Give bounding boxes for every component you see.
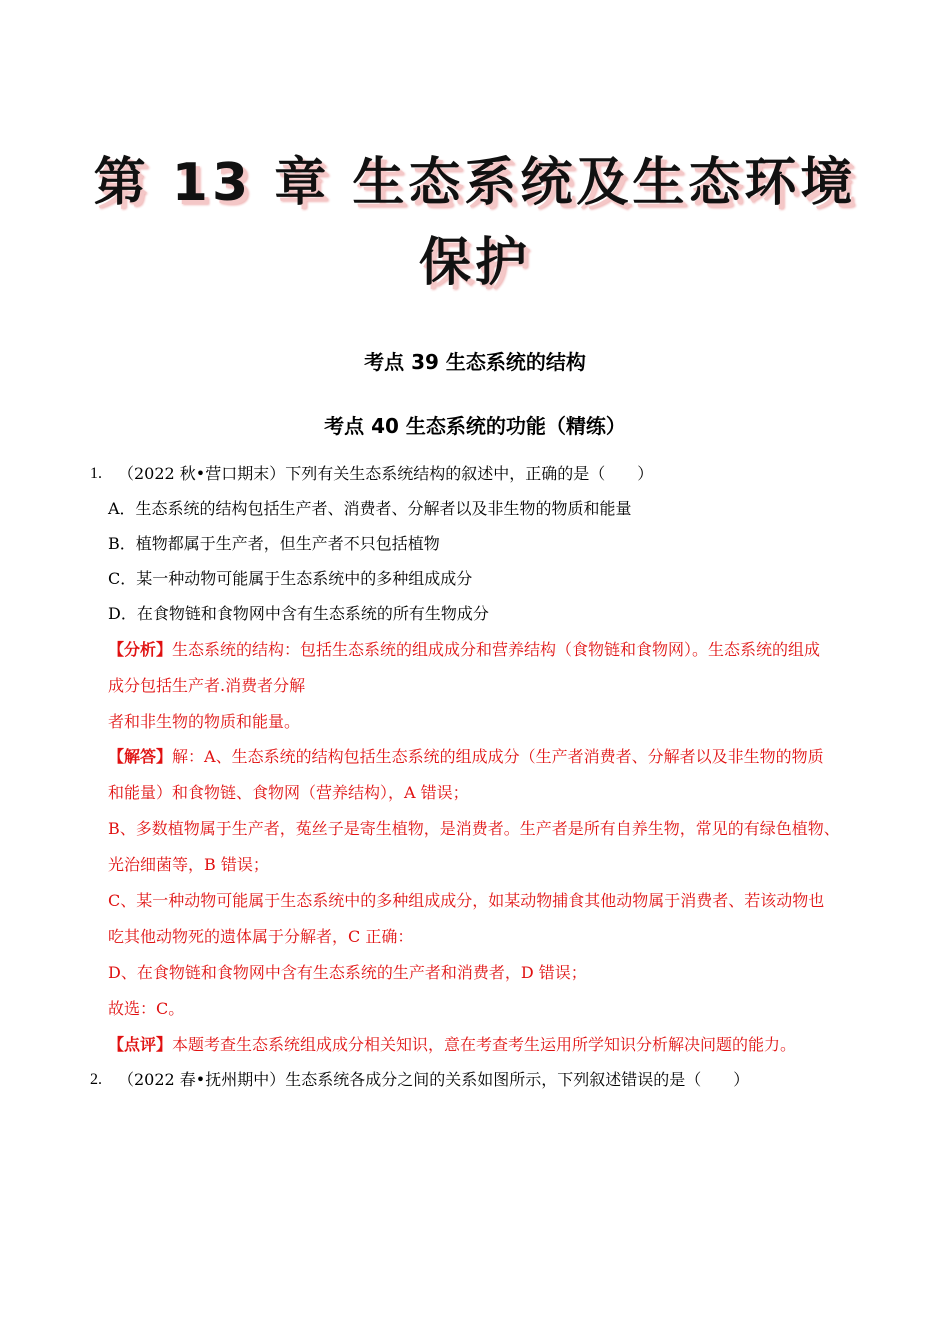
analysis-line-1 xyxy=(108,639,820,661)
question-1-stem: （2022 秋•营口期末）下列有关生态系统结构的叙述中，正确的是（ ） xyxy=(118,464,654,483)
question-1-option-d: D．在食物链和食物网中含有生态系统的所有生物成分 xyxy=(108,604,489,623)
question-2-number: 2. xyxy=(90,1071,102,1088)
question-1-option-c: C．某一种动物可能属于生态系统中的多种组成成分 xyxy=(108,569,473,588)
question-2-stem: （2022 春•抚州期中）生态系统各成分之间的关系如图所示，下列叙述错误的是（ ） xyxy=(118,1070,750,1089)
answer-line-7: D、在食物链和食物网中含有生态系统的生产者和消费者，D 错误； xyxy=(108,963,587,982)
answer-line-1 xyxy=(108,746,824,768)
analysis-line-2: 成分包括生产者.消费者分解 xyxy=(108,676,306,695)
section-title-39: 考点 39 生态系统的结构 xyxy=(364,350,586,374)
comment-line xyxy=(108,1034,796,1056)
question-1-option-b: B．植物都属于生产者，但生产者不只包括植物 xyxy=(108,534,440,553)
answer-text-1: 解：A、生态系统的结构包括生态系统的组成成分（生产者消费者、分解者以及非生物的物质 xyxy=(172,747,824,766)
answer-line-4: 光治细菌等，B 错误； xyxy=(108,855,269,874)
answer-tag: 【解答】 xyxy=(108,747,173,766)
analysis-text-1: 生态系统的结构：包括生态系统的组成成分和营养结构（食物链和食物网）。生态系统的组成 xyxy=(172,640,821,659)
answer-line-6: 吃其他动物死的遗体属于分解者，C 正确： xyxy=(108,927,414,946)
question-1-number: 1. xyxy=(90,465,102,482)
answer-line-2: 和能量）和食物链、食物网（营养结构），A 错误； xyxy=(108,783,469,802)
answer-line-5: C、某一种动物可能属于生态系统中的多种组成成分，如某动物捕食其他动物属于消费者、若该动物也 xyxy=(108,891,825,910)
analysis-line-3: 者和非生物的物质和能量。 xyxy=(108,712,301,731)
comment-tag: 【点评】 xyxy=(108,1035,173,1054)
chapter-title-line1: 第 13 章 生态系统及生态环境 xyxy=(93,153,857,213)
comment-text: 本题考查生态系统组成成分相关知识，意在考查考生运用所学知识分析解决问题的能力。 xyxy=(172,1035,797,1054)
answer-line-8: 故选：C。 xyxy=(108,999,185,1018)
analysis-tag: 【分析】 xyxy=(108,640,173,659)
question-1-option-a: A．生态系统的结构包括生产者、消费者、分解者以及非生物的物质和能量 xyxy=(108,499,632,518)
chapter-title-line2: 保护 xyxy=(418,233,531,293)
answer-line-3: B、多数植物属于生产者，菟丝子是寄生植物，是消费者。生产者是所有自养生物，常见的有绿色植物、 xyxy=(108,819,840,838)
section-title-40: 考点 40 生态系统的功能（精练） xyxy=(324,414,626,438)
